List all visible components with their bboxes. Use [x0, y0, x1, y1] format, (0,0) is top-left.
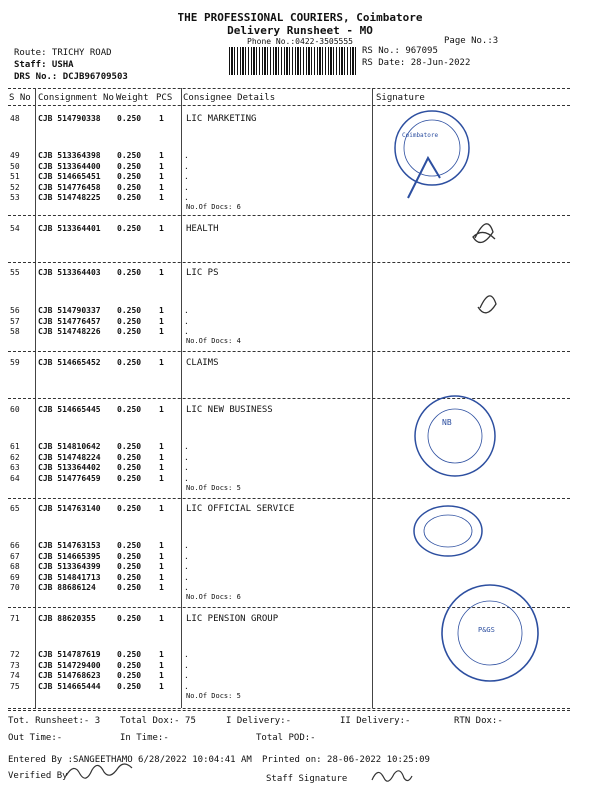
row-consignment-no: CJB 513364402	[38, 463, 101, 473]
stamp3-text: P&GS	[478, 626, 495, 634]
row-consignment-no: CJB 514748226	[38, 327, 101, 337]
row-pcs: 1	[159, 463, 164, 473]
nb-dept-stamp	[415, 396, 495, 476]
consignee-name: HEALTH	[186, 224, 219, 234]
row-consignment-no: CJB 513364398	[38, 151, 101, 160]
row-sno: 71	[10, 614, 20, 623]
docs-count: No.Of Docs: 6	[186, 593, 241, 602]
row-weight: 0.250	[117, 473, 142, 483]
row-pcs: 1	[159, 151, 164, 160]
row-sno: 58	[10, 327, 20, 337]
row-pcs: 1	[159, 405, 164, 414]
row-weight: 0.250	[117, 572, 142, 582]
row-mark: .	[184, 671, 189, 681]
row-consignment-no: CJB 514665445	[38, 405, 101, 414]
drs-number: DRS No.: DCJB96709503	[14, 72, 128, 82]
row-weight: 0.250	[117, 660, 142, 670]
row-sno: 67	[10, 551, 20, 561]
row-pcs: 1	[159, 268, 164, 277]
row-sno: 53	[10, 193, 20, 203]
row-mark: .	[184, 161, 189, 171]
row-consignment-no: CJB 513364403	[38, 268, 101, 277]
row-weight: 0.250	[117, 161, 142, 171]
consignee-name: LIC MARKETING	[186, 114, 257, 124]
row-weight: 0.250	[117, 562, 142, 572]
col-signature: Signature	[376, 93, 425, 103]
consignee-name: LIC PS	[186, 268, 219, 278]
row-mark: .	[184, 182, 189, 192]
row-consignment-no: CJB 514768623	[38, 671, 101, 681]
row-sno: 63	[10, 463, 20, 473]
row-mark: .	[184, 583, 189, 593]
row-weight: 0.250	[117, 151, 142, 160]
row-weight: 0.250	[117, 327, 142, 337]
staff-signature-label: Staff Signature	[266, 774, 348, 784]
row-sno: 48	[10, 114, 20, 123]
row-consignment-no: CJB 514729400	[38, 660, 101, 670]
in-time: In Time:-	[120, 733, 169, 743]
row-pcs: 1	[159, 551, 164, 561]
header-rule-top	[8, 88, 570, 89]
row-sno: 50	[10, 161, 20, 171]
row-sno: 74	[10, 671, 20, 681]
row-sno: 57	[10, 316, 20, 326]
docs-count: No.Of Docs: 5	[186, 483, 241, 492]
row-consignment-no: CJB 514748224	[38, 452, 101, 462]
barcode	[229, 47, 357, 75]
consignee-name: LIC NEW BUSINESS	[186, 405, 273, 415]
official-service-stamp	[414, 506, 482, 556]
row-sno: 54	[10, 224, 20, 233]
route: Route: TRICHY ROAD	[14, 48, 112, 58]
row-weight: 0.250	[117, 681, 142, 691]
row-sno: 59	[10, 358, 20, 367]
row-consignment-no: CJB 514790337	[38, 306, 101, 315]
row-mark: .	[184, 660, 189, 670]
row-sno: 72	[10, 650, 20, 659]
row-mark: .	[184, 452, 189, 462]
row-weight: 0.250	[117, 442, 142, 451]
consignee-name: LIC PENSION GROUP	[186, 614, 279, 624]
row-mark: .	[184, 541, 189, 550]
page-number: Page No.:3	[444, 36, 499, 46]
row-consignment-no: CJB 514776459	[38, 473, 101, 483]
row-sno: 69	[10, 572, 20, 582]
row-sno: 75	[10, 681, 20, 691]
row-mark: .	[184, 306, 189, 315]
row-consignment-no: CJB 514776458	[38, 182, 101, 192]
total-pod: Total POD:-	[256, 733, 316, 743]
row-mark: .	[184, 551, 189, 561]
row-sno: 49	[10, 151, 20, 160]
row-consignment-no: CJB 514776457	[38, 316, 101, 326]
row-pcs: 1	[159, 572, 164, 582]
row-consignment-no: CJB 514665395	[38, 551, 101, 561]
row-consignment-no: CJB 513364400	[38, 161, 101, 171]
row-weight: 0.250	[117, 182, 142, 192]
row-mark: .	[184, 473, 189, 483]
row-sno: 56	[10, 306, 20, 315]
company-name: THE PROFESSIONAL COURIERS, Coimbatore	[177, 11, 423, 24]
row-sno: 52	[10, 182, 20, 192]
row-consignment-no: CJB 514665444	[38, 681, 101, 691]
row-consignment-no: CJB 88620355	[38, 614, 96, 623]
col-pcs: PCS	[156, 93, 173, 103]
row-mark: .	[184, 151, 189, 160]
row-pcs: 1	[159, 671, 164, 681]
row-pcs: 1	[159, 224, 164, 233]
row-pcs: 1	[159, 583, 164, 593]
row-mark: .	[184, 172, 189, 182]
row-consignment-no: CJB 514748225	[38, 193, 101, 203]
row-weight: 0.250	[117, 316, 142, 326]
row-weight: 0.250	[117, 463, 142, 473]
row-consignment-no: CJB 513364399	[38, 562, 101, 572]
row-pcs: 1	[159, 452, 164, 462]
row-weight: 0.250	[117, 172, 142, 182]
printed-on: Printed on: 28-06-2022 10:25:09	[262, 755, 430, 765]
staff: Staff: USHA	[14, 60, 74, 70]
row-weight: 0.250	[117, 224, 142, 233]
row-mark: .	[184, 572, 189, 582]
docs-count: No.Of Docs: 4	[186, 337, 241, 346]
col-weight: Weight	[116, 93, 149, 103]
row-mark: .	[184, 681, 189, 691]
row-sno: 55	[10, 268, 20, 277]
col-consignee: Consignee Details	[183, 93, 276, 103]
row-pcs: 1	[159, 614, 164, 623]
row-weight: 0.250	[117, 541, 142, 550]
row-pcs: 1	[159, 504, 164, 513]
row-weight: 0.250	[117, 551, 142, 561]
row-pcs: 1	[159, 161, 164, 171]
row-weight: 0.250	[117, 583, 142, 593]
row-mark: .	[184, 562, 189, 572]
group-separator	[8, 708, 570, 709]
row-consignment-no: CJB 514763140	[38, 504, 101, 513]
docs-count: No.Of Docs: 5	[186, 691, 241, 700]
staff-signature	[366, 764, 416, 790]
row-sno: 64	[10, 473, 20, 483]
consignee-name: CLAIMS	[186, 358, 219, 368]
row-consignment-no: CJB 514841713	[38, 572, 101, 582]
rs-number: RS No.: 967095	[362, 46, 438, 56]
i-delivery: I Delivery:-	[226, 716, 292, 726]
row-sno: 73	[10, 660, 20, 670]
row-consignment-no: CJB 514665451	[38, 172, 101, 182]
row-mark: .	[184, 463, 189, 473]
row-sno: 61	[10, 442, 20, 451]
rs-date: RS Date: 28-Jun-2022	[362, 58, 471, 68]
consignee-name: LIC OFFICIAL SERVICE	[186, 504, 295, 514]
row-sno: 51	[10, 172, 20, 182]
row-pcs: 1	[159, 473, 164, 483]
row-weight: 0.250	[117, 405, 142, 414]
row-consignment-no: CJB 88686124	[38, 583, 96, 593]
row-consignment-no: CJB 514790338	[38, 114, 101, 123]
row-sno: 70	[10, 583, 20, 593]
verified-by: Verified By	[8, 771, 68, 781]
row-consignment-no: CJB 514810642	[38, 442, 101, 451]
row-pcs: 1	[159, 316, 164, 326]
row-sno: 66	[10, 541, 20, 550]
row-consignment-no: CJB 514787619	[38, 650, 101, 659]
row-consignment-no: CJB 513364401	[38, 224, 101, 233]
row-weight: 0.250	[117, 650, 142, 659]
total-dox: Total Dox:- 75	[120, 716, 196, 726]
entered-by: Entered By :SANGEETHAMO 6/28/2022 10:04:41 AM	[8, 755, 252, 765]
row-pcs: 1	[159, 442, 164, 451]
row-mark: .	[184, 193, 189, 203]
row-pcs: 1	[159, 172, 164, 182]
footer-rule	[8, 710, 570, 711]
row-weight: 0.250	[117, 268, 142, 277]
row-pcs: 1	[159, 306, 164, 315]
docs-count: No.Of Docs: 6	[186, 203, 241, 212]
row-weight: 0.250	[117, 614, 142, 623]
row-pcs: 1	[159, 660, 164, 670]
row-consignment-no: CJB 514665452	[38, 358, 101, 367]
row-pcs: 1	[159, 650, 164, 659]
row-consignment-no: CJB 514763153	[38, 541, 101, 550]
row-sno: 65	[10, 504, 20, 513]
rtn-dox: RTN Dox:-	[454, 716, 503, 726]
phone-number: Phone No.:0422-3505555	[247, 37, 353, 46]
row-weight: 0.250	[117, 452, 142, 462]
row-pcs: 1	[159, 358, 164, 367]
row-mark: .	[184, 327, 189, 337]
out-time: Out Time:-	[8, 733, 63, 743]
row-mark: .	[184, 442, 189, 451]
row-sno: 60	[10, 405, 20, 414]
lic-division-stamp	[395, 111, 469, 198]
total-runsheet: Tot. Runsheet:- 3	[8, 716, 101, 726]
row-pcs: 1	[159, 681, 164, 691]
col-sno: S No	[9, 93, 31, 103]
row-mark: .	[184, 650, 189, 659]
signature-stamps	[380, 108, 570, 708]
header-rule-bottom	[8, 105, 570, 106]
row-pcs: 1	[159, 193, 164, 203]
row-weight: 0.250	[117, 671, 142, 681]
row-sno: 68	[10, 562, 20, 572]
verifier-signature	[62, 758, 142, 784]
row-weight: 0.250	[117, 193, 142, 203]
stamp1-text: Coimbatore	[402, 132, 439, 139]
row-mark: .	[184, 316, 189, 326]
row-pcs: 1	[159, 541, 164, 550]
row-weight: 0.250	[117, 504, 142, 513]
row-sno: 62	[10, 452, 20, 462]
document-title: Delivery Runsheet - MO	[227, 24, 373, 37]
row-pcs: 1	[159, 114, 164, 123]
row-weight: 0.250	[117, 358, 142, 367]
handwritten-signature	[473, 224, 496, 313]
row-pcs: 1	[159, 562, 164, 572]
row-weight: 0.250	[117, 114, 142, 123]
row-pcs: 1	[159, 327, 164, 337]
col-consignment: Consignment No	[38, 93, 114, 103]
row-pcs: 1	[159, 182, 164, 192]
row-weight: 0.250	[117, 306, 142, 315]
stamp2-text: NB	[442, 418, 452, 427]
ii-delivery: II Delivery:-	[340, 716, 411, 726]
